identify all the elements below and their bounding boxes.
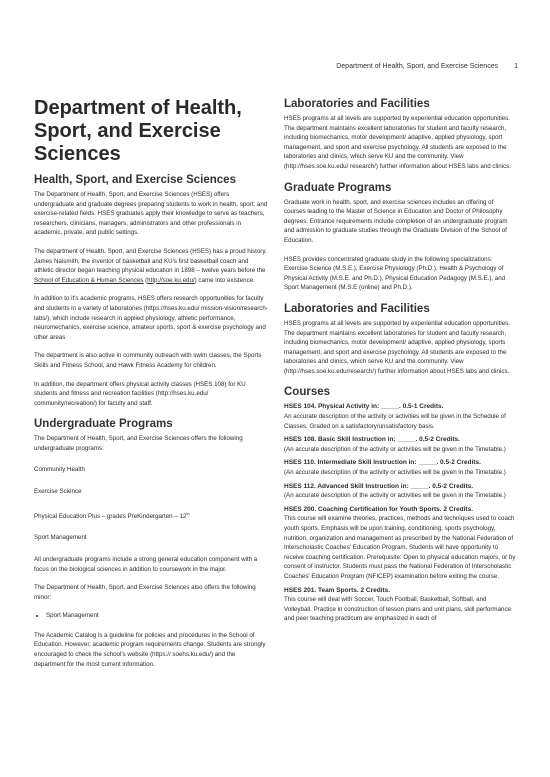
section-heading-hses: Health, Sport, and Exercise Sciences [34, 174, 236, 186]
course-title: HSES 110. Intermediate Skill Instruction in: _____. 0.5-2 Credits. [284, 459, 481, 467]
course-list [284, 402, 516, 623]
course-title: HSES 200. Coaching Certification for Youth Sports. 2 Credits. [284, 505, 474, 513]
course-description: (An accurate description of the activity or activities will be given in the Timetable.) [284, 469, 506, 477]
minor-list [34, 611, 268, 621]
intro-text: ) came into existence. [194, 276, 255, 284]
course-entry [284, 586, 516, 624]
program-item: Exercise Science [34, 488, 82, 496]
intro-text: ( [143, 276, 148, 284]
catalog-note: The Academic Catalog is a guideline for policies and procedures in the School of Education. However, academic program requirements change. Students are strongly encouraged to check the school's website (https:// soehs.ku.edu/) and the department for the most current information. [34, 631, 266, 668]
labs-paragraph-1: HSES programs at all levels are supported by experiential education opportunities. The department maintains excellent laboratories for student and faculty research, including biomechanics, motor development/ adaptive, applied physiology, sport management, and sport and exercise psychology. All students are exposed to the laboratories and clinics, which serve KU and the community. View (http://hses.soe.ku.edu/ research/) further information about HSES labs and clinics. [284, 115, 511, 170]
course-entry [284, 402, 516, 431]
intro-text: The department of Health, Sport, and Exercise Sciences (HSES) has a proud history. James Naismith, the inventor of basketball and KU's first basketball coach and athletic director began teaching physical education in 1898 – twelve years before the [34, 247, 267, 275]
labs-heading-2: Laboratories and Facilities [284, 302, 430, 315]
graduate-paragraph-1: Graduate work in health, sport, and exercise sciences includes an offering of courses leading to the Master of Science in Education and Doctor of Philosophy degrees. Entrance requirements include completion of an undergraduate program and admission to graduate studies through the Graduate Division of the School of Education. [284, 198, 508, 244]
program-item [34, 509, 268, 522]
intro-paragraph-2 [34, 247, 268, 285]
undergraduate-heading: Undergraduate Programs [34, 418, 173, 431]
labs-heading-1: Laboratories and Facilities [284, 98, 430, 110]
undergraduate-paragraph-2: All undergraduate programs include a strong general education component with a focus on the biological sciences in addition to coursework in the major. [34, 555, 258, 573]
course-title: HSES 112. Advanced Skill Instruction in: _____. 0.5-2 Credits. [284, 482, 474, 490]
undergraduate-paragraph-3: The Department of Health, Sport, and Exercise Sciences also offers the following minor: [34, 584, 256, 601]
course-description: (An accurate description of the activity or activities will be given in the Timetable.) [284, 492, 506, 500]
course-description: An accurate description of the activity or activities will be given in the Schedule of Classes. Graded on a satisfactory/unsatisfactory basis. [284, 413, 506, 430]
course-entry [284, 482, 516, 501]
graduate-paragraph-2: HSES provides concentrated graduate study in the following specializations: Exercise Science (M.S.E.), Exercise Physiology (Ph.D.), Health & Psychology of Physical Activity (M.S.E. and Ph.D.), Physical Education Pedagogy (M.S.E.), and Sport Management (M.S.E (online) and Ph.D.). [284, 255, 506, 292]
soehs-link[interactable]: School of Education & Human Sciences [34, 276, 144, 284]
intro-paragraph-4: The department is also active in community outreach with swim classes, the Sports Skills and Fitness School, and Hawk Fitness Academy for children. [34, 352, 262, 369]
intro-paragraph-1: The Department of Health, Sport, and Exercise Sciences (HSES) offers undergraduate and graduate degrees preparing students to work in health, sport, and exercise-related fields. HSES graduates apply their knowledge to serve as teachers, researchers, clinicians, managers, administrators and other professionals in academic, private, and public settings. [34, 191, 268, 237]
intro-paragraph-5: In addition, the department offers physical activity classes (HSES 108) for KU students and fitness and recreation facilities (http://hses.ku.edu/ community/recreation/) for faculty and staff. [34, 380, 246, 407]
intro-paragraph-3: In addition to it's academic programs, HSES offers research opportunities for faculty and students in a variety of laboratories (https://hses.ku.edu/ mission-vision/research-labs/), which include research in applied physiology, athletic performance, neuromechanics, exercise science, amateur sports, sport & exercise psychology and other areas [34, 295, 268, 341]
right-column [284, 97, 516, 628]
soe-url-link[interactable]: http://soe.ku.edu/ [147, 276, 195, 284]
graduate-heading: Graduate Programs [284, 181, 392, 194]
program-list [34, 465, 268, 542]
page-number: 1 [514, 63, 518, 70]
program-item: Sport Management [34, 534, 87, 542]
minor-item: • Sport Management [46, 611, 268, 621]
page-title: Department of Health, Sport, and Exercise Sciences [34, 97, 242, 165]
running-header [336, 63, 518, 70]
course-title: HSES 201. Team Sports. 2 Credits. [284, 586, 391, 594]
undergraduate-intro: The Department of Health, Sport, and Exercise Sciences offers the following undergraduate programs: [34, 435, 243, 452]
course-title: HSES 108. Basic Skill Instruction in: _____. 0.5-2 Credits. [284, 436, 460, 444]
running-title: Department of Health, Sport, and Exercise Sciences [336, 63, 499, 70]
program-item: Community Health [34, 466, 85, 474]
left-column [34, 97, 268, 678]
course-entry [284, 505, 516, 582]
course-description: This course will deal with Soccer, Touch Football, Basketball, Softball, and Volleyball. Practice in construction of lesson plans and unit plans, skill performance and peer teaching practicum are emphasized in each of [284, 596, 511, 623]
course-description: This course will examine theories, practices, methods and techniques used to coach youth sports. Emphasis will be upon training, conditioning, sports psychology, nutrition, organization and management as prescribed by the National Federation of Interscholastic Coaches' Education Program. Students will have opportunity to receive coaching certification. Prerequisite: Open to physical education majors, or by consent of instructor. Students must pass the National Federation of Interscholastic Coaches' Education Program (NFICEP) examination before exiting the course. [284, 515, 516, 580]
course-entry [284, 458, 516, 477]
superscript: th [186, 510, 190, 516]
course-title: HSES 104. Physical Activity in: _____. 0.5-1 Credits. [284, 403, 444, 411]
courses-heading: Courses [284, 386, 331, 399]
course-description: (An accurate description of the activity or activities will be given in the Timetable.) [284, 445, 506, 453]
program-label: Physical Education Plus – grades PreKindergarten – 12 [34, 512, 187, 520]
labs-paragraph-2: HSES programs at all levels are supported by experiential education opportunities. The department maintains excellent laboratories for student and faculty research, including biomechanics, motor development/ adaptive, applied physiology, sports management, and sport and exercise psychology. All students are exposed to the laboratories and clinics, which serve KU and the community. View (http://hses.soe.ku.edu/research/) further information about HSES labs and clinics. [284, 319, 510, 375]
course-entry [284, 435, 516, 454]
